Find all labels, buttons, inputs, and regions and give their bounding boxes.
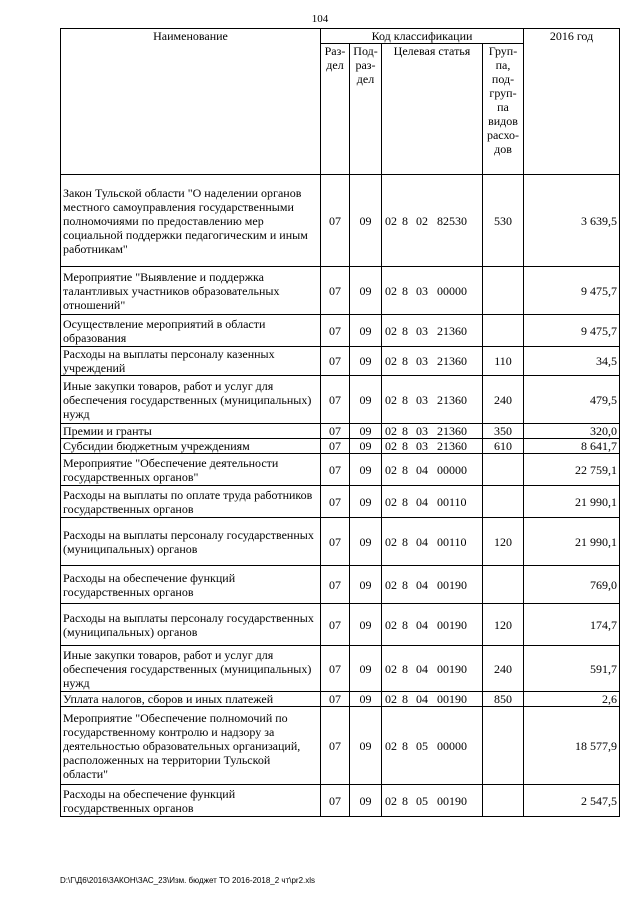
header-classification-code: Код классификации	[321, 29, 524, 44]
row-name: Субсидии бюджетным учреждениям	[61, 439, 321, 454]
row-podrazdel: 09	[350, 604, 382, 646]
row-podrazdel: 09	[350, 376, 382, 424]
table-row	[61, 604, 620, 646]
row-expense-group	[483, 566, 524, 604]
row-razdel: 07	[321, 707, 350, 785]
row-podrazdel: 09	[350, 486, 382, 518]
target-article-part: 00190	[437, 577, 467, 592]
header-target-article: Целевая статья	[382, 44, 483, 175]
target-article-part: 8	[402, 283, 408, 298]
target-article-part: 8	[402, 617, 408, 632]
header-name: Наименование	[61, 29, 321, 175]
target-article-part: 8	[402, 494, 408, 509]
row-expense-group: 530	[483, 175, 524, 267]
row-amount: 22 759,1	[524, 454, 620, 486]
row-name: Расходы на обеспечение функций государственных органов	[61, 566, 321, 604]
target-article-part: 04	[416, 617, 428, 632]
page-number: 104	[311, 13, 329, 25]
row-razdel: 07	[321, 175, 350, 267]
row-amount: 591,7	[524, 646, 620, 692]
row-podrazdel: 09	[350, 454, 382, 486]
row-target-article	[382, 439, 483, 454]
row-amount: 8 641,7	[524, 439, 620, 454]
target-article-part: 03	[416, 439, 428, 453]
row-podrazdel: 09	[350, 646, 382, 692]
row-podrazdel: 09	[350, 518, 382, 566]
row-target-article	[382, 175, 483, 267]
row-expense-group	[483, 454, 524, 486]
row-target-article	[382, 267, 483, 315]
row-razdel: 07	[321, 566, 350, 604]
target-article-part: 03	[416, 392, 428, 407]
row-target-article	[382, 424, 483, 439]
target-article-part: 21360	[437, 392, 467, 407]
target-article-part: 00110	[437, 494, 467, 509]
row-expense-group	[483, 267, 524, 315]
row-razdel: 07	[321, 315, 350, 347]
row-razdel: 07	[321, 604, 350, 646]
row-razdel: 07	[321, 267, 350, 315]
target-article-part: 04	[416, 692, 428, 706]
target-article-part: 04	[416, 494, 428, 509]
row-target-article	[382, 566, 483, 604]
target-article-part: 82530	[437, 213, 467, 228]
target-article-part: 21360	[437, 439, 467, 453]
row-expense-group: 240	[483, 376, 524, 424]
row-amount: 479,5	[524, 376, 620, 424]
row-name: Закон Тульской области "О наделении органов местного самоуправления государственными полномочиями по предоставлению мер социальной поддержки педагогическим и иным работникам"	[61, 175, 321, 267]
table-row	[61, 267, 620, 315]
row-podrazdel: 09	[350, 347, 382, 376]
target-article-part: 8	[402, 392, 408, 407]
row-amount: 174,7	[524, 604, 620, 646]
row-expense-group: 350	[483, 424, 524, 439]
target-article-part: 04	[416, 462, 428, 477]
row-amount: 21 990,1	[524, 486, 620, 518]
target-article-part: 8	[402, 354, 408, 368]
target-article-part: 00190	[437, 617, 467, 632]
table-row	[61, 175, 620, 267]
row-name: Осуществление мероприятий в области образования	[61, 315, 321, 347]
file-path-footer: D:\Г\Д6\2016\ЗАКОН\ЗАС_23\Изм. бюджет ТО 2016-2018_2 чт\pr2.xls	[60, 876, 316, 885]
row-expense-group: 120	[483, 604, 524, 646]
target-article-part: 04	[416, 577, 428, 592]
row-expense-group	[483, 315, 524, 347]
target-article-part: 00110	[437, 534, 467, 549]
row-name: Мероприятие "Выявление и поддержка талантливых участников образовательных отношений"	[61, 267, 321, 315]
table-row	[61, 424, 620, 439]
target-article-part: 04	[416, 534, 428, 549]
target-article-part: 8	[402, 661, 408, 676]
row-razdel: 07	[321, 424, 350, 439]
target-article-part: 02	[416, 213, 428, 228]
target-article-part: 02	[385, 439, 397, 453]
row-target-article	[382, 785, 483, 817]
table-row	[61, 707, 620, 785]
target-article-part: 02	[385, 213, 397, 228]
target-article-part: 02	[385, 494, 397, 509]
table-row	[61, 454, 620, 486]
target-article-part: 04	[416, 661, 428, 676]
row-amount: 769,0	[524, 566, 620, 604]
target-article-part: 00190	[437, 793, 467, 808]
table-row	[61, 566, 620, 604]
target-article-part: 02	[385, 392, 397, 407]
row-podrazdel: 09	[350, 692, 382, 707]
row-expense-group: 610	[483, 439, 524, 454]
target-article-part: 8	[402, 577, 408, 592]
row-expense-group	[483, 486, 524, 518]
row-target-article	[382, 315, 483, 347]
row-name: Расходы на выплаты по оплате труда работников государственных органов	[61, 486, 321, 518]
row-podrazdel: 09	[350, 315, 382, 347]
target-article-part: 03	[416, 283, 428, 298]
row-amount: 9 475,7	[524, 315, 620, 347]
table-row	[61, 439, 620, 454]
target-article-part: 8	[402, 213, 408, 228]
row-podrazdel: 09	[350, 175, 382, 267]
row-razdel: 07	[321, 439, 350, 454]
target-article-part: 00000	[437, 462, 467, 477]
row-podrazdel: 09	[350, 424, 382, 439]
row-expense-group	[483, 707, 524, 785]
budget-table	[60, 28, 620, 817]
target-article-part: 02	[385, 692, 397, 706]
target-article-part: 03	[416, 323, 428, 338]
row-razdel: 07	[321, 646, 350, 692]
row-podrazdel: 09	[350, 439, 382, 454]
row-razdel: 07	[321, 518, 350, 566]
target-article-part: 02	[385, 617, 397, 632]
target-article-part: 8	[402, 692, 408, 706]
row-target-article	[382, 692, 483, 707]
row-expense-group: 120	[483, 518, 524, 566]
row-name: Расходы на выплаты персоналу государственных (муниципальных) органов	[61, 518, 321, 566]
row-target-article	[382, 454, 483, 486]
row-amount: 21 990,1	[524, 518, 620, 566]
row-amount: 18 577,9	[524, 707, 620, 785]
target-article-part: 03	[416, 424, 428, 438]
target-article-part: 8	[402, 424, 408, 438]
table-row	[61, 518, 620, 566]
row-name: Расходы на обеспечение функций государственных органов	[61, 785, 321, 817]
row-target-article	[382, 604, 483, 646]
target-article-part: 02	[385, 462, 397, 477]
target-article-part: 02	[385, 738, 397, 753]
row-expense-group: 240	[483, 646, 524, 692]
target-article-part: 21360	[437, 323, 467, 338]
row-razdel: 07	[321, 785, 350, 817]
row-name: Расходы на выплаты персоналу государственных (муниципальных) органов	[61, 604, 321, 646]
target-article-part: 02	[385, 661, 397, 676]
row-amount: 320,0	[524, 424, 620, 439]
row-razdel: 07	[321, 376, 350, 424]
row-target-article	[382, 707, 483, 785]
table-row	[61, 347, 620, 376]
row-name: Иные закупки товаров, работ и услуг для обеспечения государственных (муниципальных) нужд	[61, 376, 321, 424]
table-row	[61, 692, 620, 707]
row-target-article	[382, 347, 483, 376]
target-article-part: 8	[402, 462, 408, 477]
row-podrazdel: 09	[350, 785, 382, 817]
table-row	[61, 785, 620, 817]
header-year: 2016 год	[524, 29, 620, 175]
target-article-part: 02	[385, 424, 397, 438]
target-article-part: 00000	[437, 283, 467, 298]
row-podrazdel: 09	[350, 707, 382, 785]
target-article-part: 21360	[437, 424, 467, 438]
table-row	[61, 486, 620, 518]
header-podrazdel: Под- раз- дел	[350, 44, 382, 175]
row-amount: 2 547,5	[524, 785, 620, 817]
row-target-article	[382, 486, 483, 518]
target-article-part: 02	[385, 534, 397, 549]
target-article-part: 8	[402, 793, 408, 808]
row-expense-group	[483, 785, 524, 817]
target-article-part: 8	[402, 323, 408, 338]
row-razdel: 07	[321, 486, 350, 518]
row-razdel: 07	[321, 347, 350, 376]
row-razdel: 07	[321, 692, 350, 707]
target-article-part: 02	[385, 323, 397, 338]
target-article-part: 05	[416, 738, 428, 753]
row-amount: 34,5	[524, 347, 620, 376]
target-article-part: 05	[416, 793, 428, 808]
row-amount: 2,6	[524, 692, 620, 707]
row-razdel: 07	[321, 454, 350, 486]
target-article-part: 00190	[437, 661, 467, 676]
row-target-article	[382, 646, 483, 692]
table-row	[61, 646, 620, 692]
target-article-part: 21360	[437, 354, 467, 368]
row-name: Премии и гранты	[61, 424, 321, 439]
target-article-part: 02	[385, 283, 397, 298]
row-name: Уплата налогов, сборов и иных платежей	[61, 692, 321, 707]
header-expense-group: Груп- па, под- груп- па видов расхо- дов	[483, 44, 524, 175]
row-target-article	[382, 376, 483, 424]
target-article-part: 8	[402, 439, 408, 453]
target-article-part: 03	[416, 354, 428, 368]
row-name: Мероприятие "Обеспечение деятельности государственных органов"	[61, 454, 321, 486]
row-amount: 9 475,7	[524, 267, 620, 315]
row-name: Иные закупки товаров, работ и услуг для обеспечения государственных (муниципальных) нужд	[61, 646, 321, 692]
table-row	[61, 376, 620, 424]
row-name: Расходы на выплаты персоналу казенных учреждений	[61, 347, 321, 376]
target-article-part: 8	[402, 534, 408, 549]
row-podrazdel: 09	[350, 267, 382, 315]
row-expense-group: 110	[483, 347, 524, 376]
row-podrazdel: 09	[350, 566, 382, 604]
target-article-part: 02	[385, 354, 397, 368]
header-razdel: Раз- дел	[321, 44, 350, 175]
target-article-part: 02	[385, 577, 397, 592]
row-name: Мероприятие "Обеспечение полномочий по государственному контролю и надзору за деятельностью образовательных организаций, расположенных на территории Тульской области"	[61, 707, 321, 785]
row-target-article	[382, 518, 483, 566]
target-article-part: 02	[385, 793, 397, 808]
target-article-part: 00000	[437, 738, 467, 753]
target-article-part: 8	[402, 738, 408, 753]
row-amount: 3 639,5	[524, 175, 620, 267]
target-article-part: 00190	[437, 692, 467, 706]
row-expense-group: 850	[483, 692, 524, 707]
table-body	[61, 175, 620, 817]
table-row	[61, 315, 620, 347]
